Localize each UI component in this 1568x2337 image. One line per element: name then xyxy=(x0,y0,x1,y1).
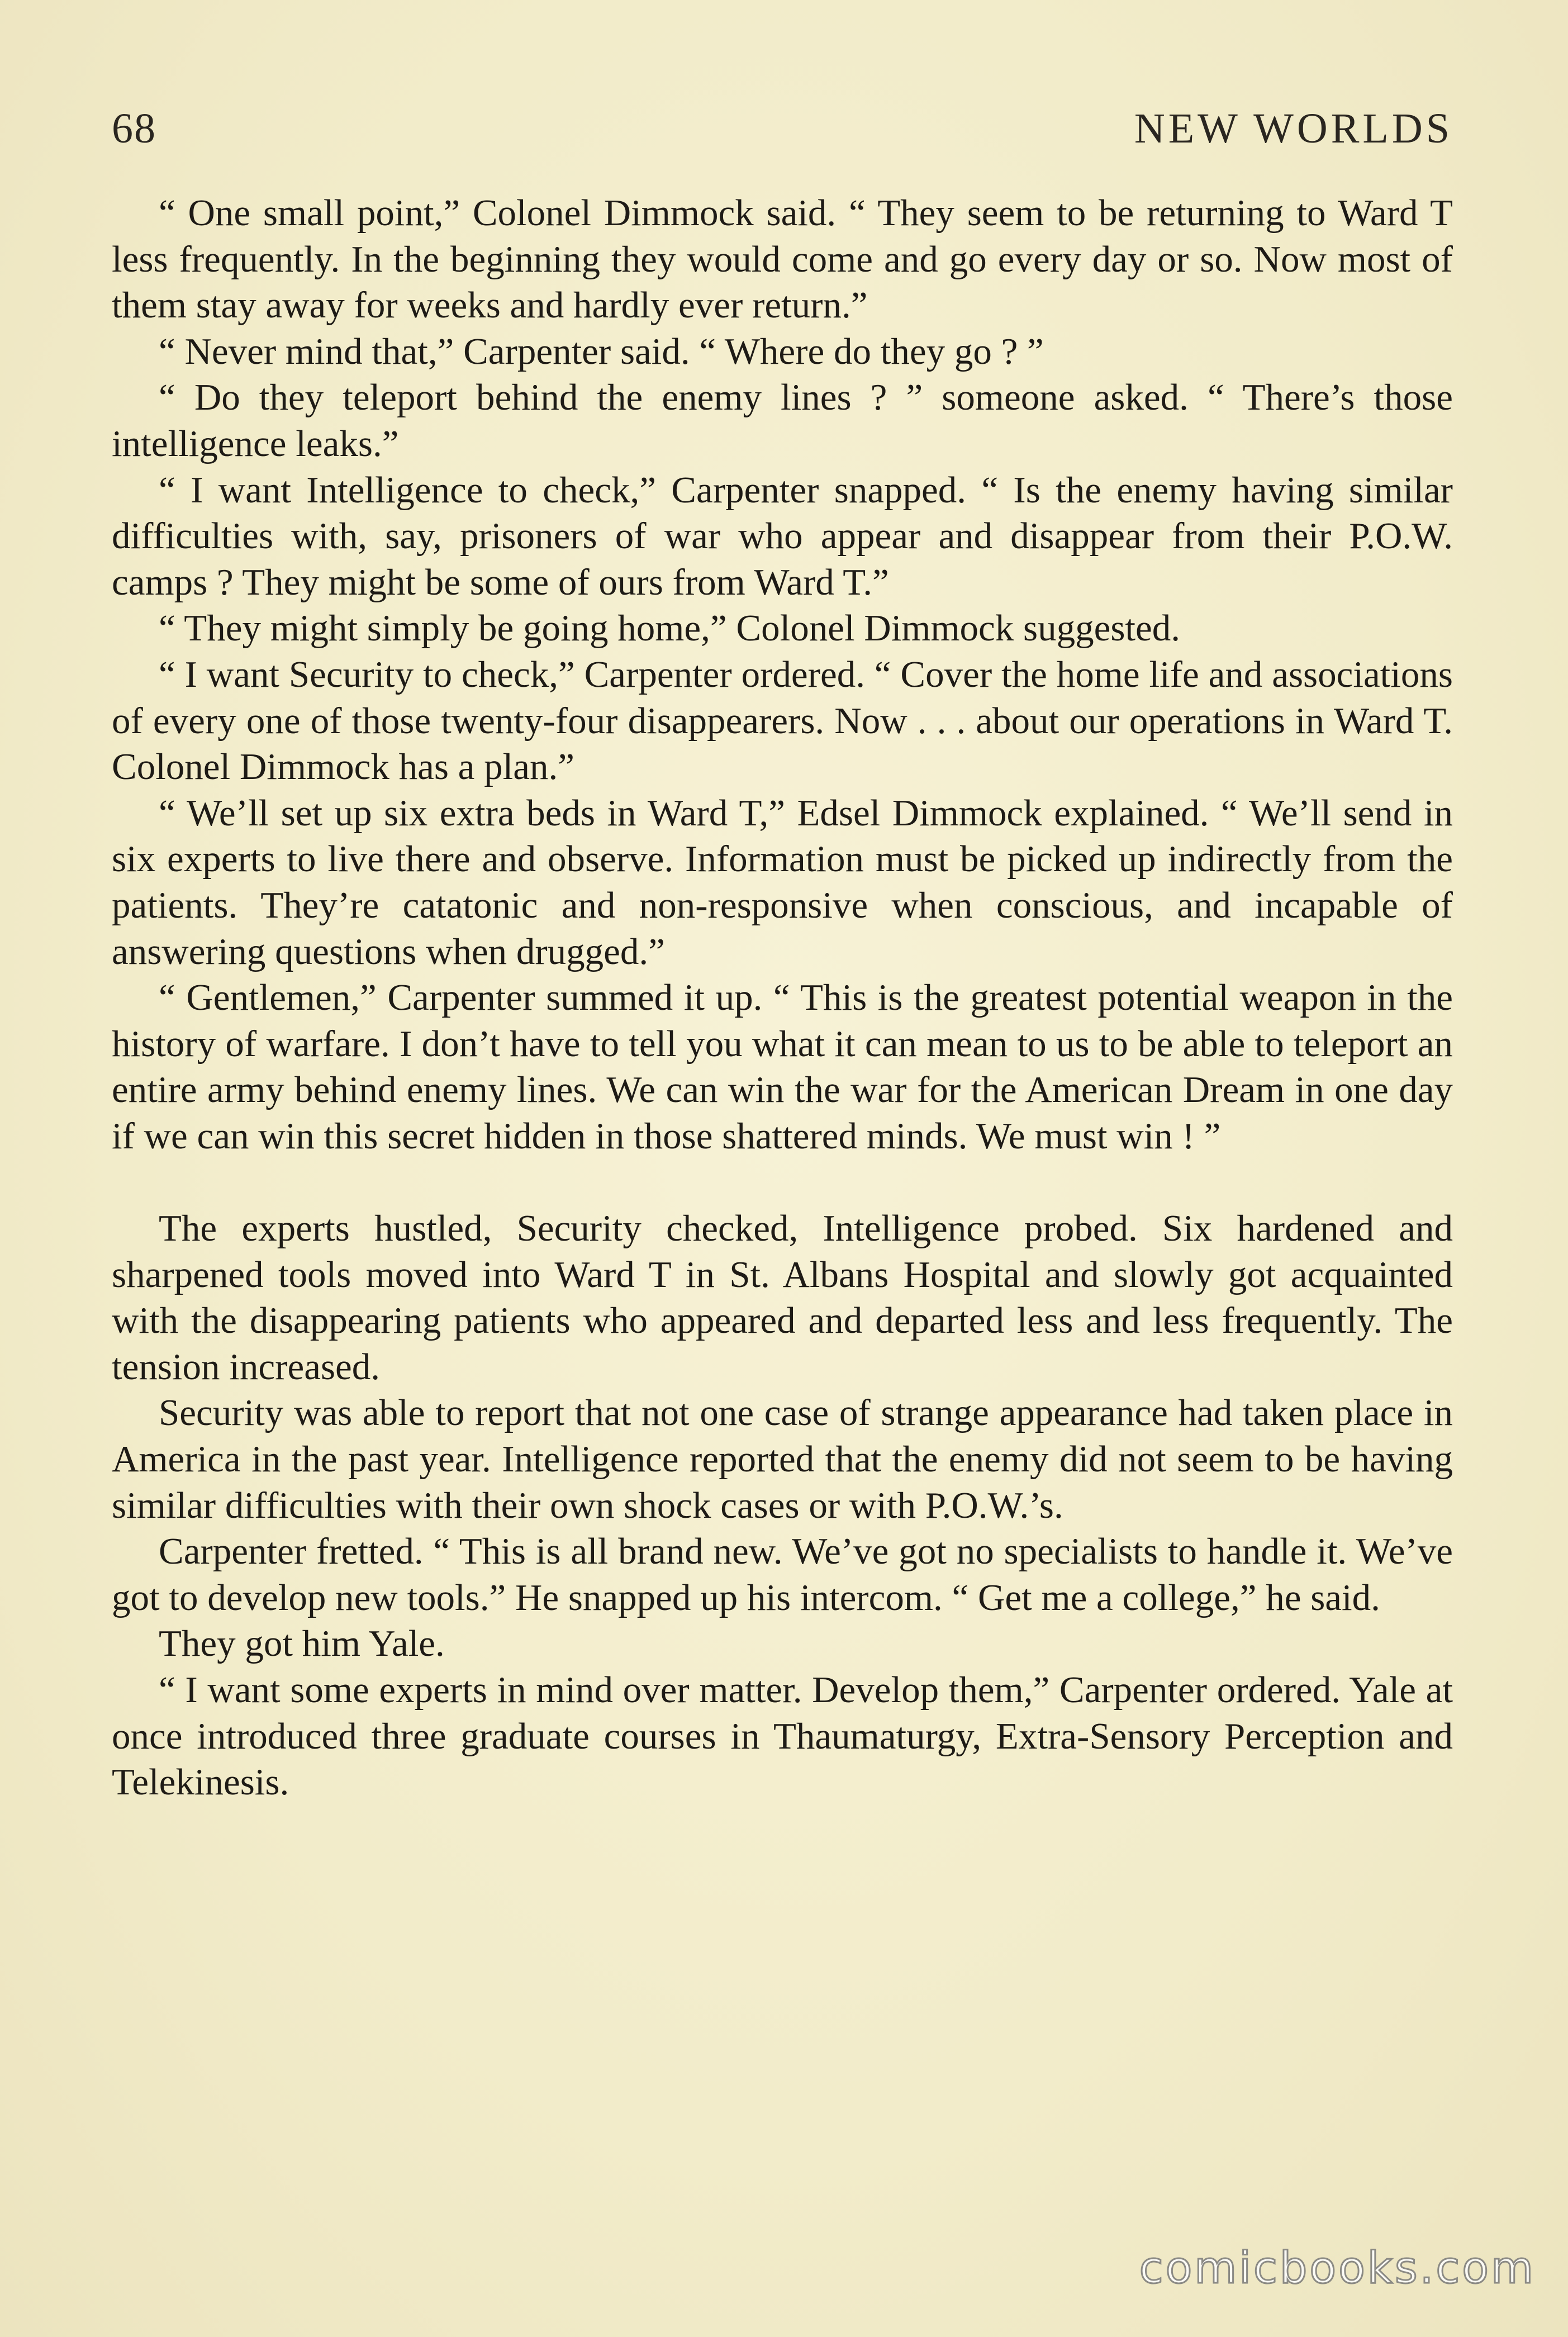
paragraph: “ Do they teleport behind the enemy lines ? ” someone asked. “ There’s those intelligence leaks.” xyxy=(112,377,1453,464)
paragraph: Security was able to report that not one case of strange appearance had taken place in America in the past year. Intelligence reported that the enemy did not seem to be having similar difficulties with their own shock cases or with P.O.W.’s. xyxy=(112,1392,1453,1526)
paragraph: “ Never mind that,” Carpenter said. “ Where do they go ? ” xyxy=(159,330,1044,372)
paragraph: “ One small point,” Colonel Dimmock said. “ They seem to be returning to Ward T less frequently. In the beginning they would come and go every day or so. Now most of them stay away for weeks and hardly ever return.” xyxy=(112,192,1453,326)
paragraph: “ I want some experts in mind over matter. Develop them,” Carpenter ordered. Yale at once introduced three graduate courses in Thaumaturgy, Extra-Sensory Perception and Telekinesis. xyxy=(112,1669,1453,1803)
story-text xyxy=(112,190,1453,1806)
paragraph: “ We’ll set up six extra beds in Ward T,” Edsel Dimmock explained. “ We’ll send in six experts to live there and observe. Information must be picked up indirectly from the patients. They’re catatonic and non-responsive when conscious, and incapable of answering questions when drugged.” xyxy=(112,792,1453,972)
paragraph: They got him Yale. xyxy=(159,1623,445,1665)
paragraph: Carpenter fretted. “ This is all brand new. We’ve got no specialists to handle it. We’ve got to develop new tools.” He snapped up his intercom. “ Get me a college,” he said. xyxy=(112,1531,1453,1618)
watermark: comicbooks.com xyxy=(1139,2243,1536,2293)
paragraph: The experts hustled, Security checked, Intelligence probed. Six hardened and sharpened tools moved into Ward T in St. Albans Hospital and slowly got acquainted with the disappearing patients who appeared and departed less and less frequently. The tension increased. xyxy=(112,1208,1453,1388)
paragraph: “ They might simply be going home,” Colonel Dimmock suggested. xyxy=(159,607,1181,649)
running-head: NEW WORLDS xyxy=(1134,105,1453,152)
paragraph: “ I want Security to check,” Carpenter ordered. “ Cover the home life and associations of every one of those twenty-four disappearers. Now . . . about our operations in Ward T. Colonel Dimmock has a plan.” xyxy=(112,653,1453,788)
section-break xyxy=(112,1159,1453,1205)
paragraph: “ Gentlemen,” Carpenter summed it up. “ This is the greatest potential weapon in the history of warfare. I don’t have to tell you what it can mean to us to be able to teleport an entire army behind enemy lines. We can win the war for the American Dream in one day if we can win this secret hidden in those shattered minds. We must win ! ” xyxy=(112,977,1453,1157)
page-number: 68 xyxy=(112,105,156,152)
page-header xyxy=(112,101,1453,156)
paragraph: “ I want Intelligence to check,” Carpenter snapped. “ Is the enemy having similar difficulties with, say, prisoners of war who appear and disappear from their P.O.W. camps ? They might be some of ours from Ward T.” xyxy=(112,469,1453,603)
